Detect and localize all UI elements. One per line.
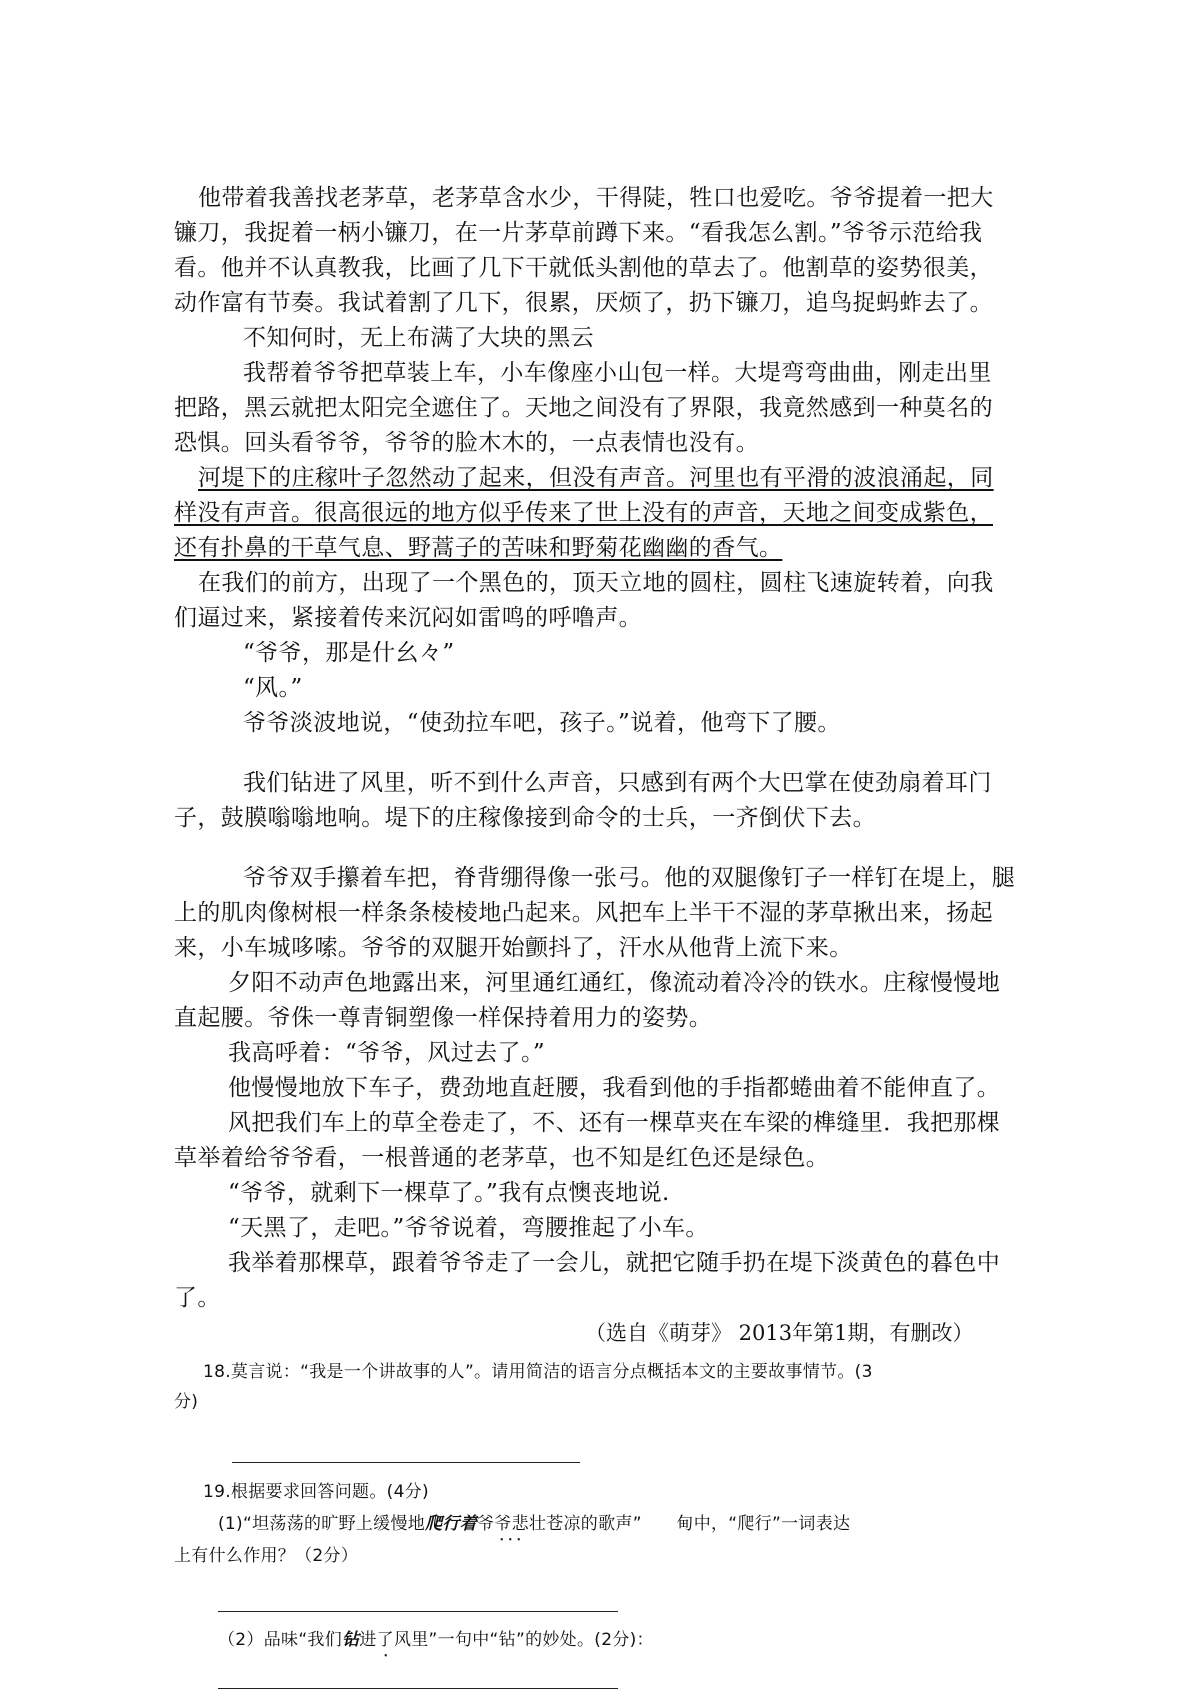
underlined-passage-line: 河堤下的庄稼叶子忽然动了起来，但没有声音。河里也有平滑的波浪涌起，同 — [198, 465, 994, 491]
underlined-passage-line: 样没有声音。很高很远的地方似乎传来了世上没有的声音，天地之间变成紫色， — [174, 500, 993, 526]
passage-line: 我举着那棵草，跟着爷爷走了一会儿，就把它随手扔在堤下淡黄色的暮色中 — [228, 1250, 1001, 1276]
emphasis-dots: ••• — [500, 1535, 526, 1546]
source-citation: （选自《萌芽》 2013年第1期，有删改） — [585, 1321, 974, 1345]
passage-line: 们逼过来，紧接着传来沉闷如雷鸣的呼噜声。 — [174, 605, 642, 631]
passage-line: “爷爷，那是什幺々” — [243, 640, 455, 666]
question-19-1 — [218, 1512, 850, 1536]
answer-line-q19-2[interactable] — [218, 1688, 618, 1689]
passage-line: 子，鼓膜嗡嗡地响。堤下的庄稼像接到命令的士兵，一齐倒伏下去。 — [174, 805, 876, 831]
passage-line: 恐惧。回头看爷爷，爷爷的脸木木的，一点表情也没有。 — [174, 430, 759, 456]
passage-line: 我帮着爷爷把草装上车，小车像座小山包一样。大堤弯弯曲曲，刚走出里 — [243, 360, 992, 386]
passage-line: “风。” — [243, 675, 303, 701]
passage-line: 上的肌肉像树根一样条条棱棱地凸起来。风把车上半干不湿的茅草揪出来，扬起 — [174, 900, 993, 926]
passage-line: 草举着给爷爷看，一根普通的老茅草，也不知是红色还是绿色。 — [174, 1145, 830, 1171]
q19-1-suffix: 爷爷悲壮苍凉的歌声” 甸中，“爬行”一词表达 — [477, 1514, 851, 1534]
passage-line: 夕阳不动声色地露出来，河里通红通红，像流动着冷冷的铁水。庄稼慢慢地 — [228, 970, 1001, 996]
passage-line: 他带着我善找老茅草，老茅草含水少，干得陡，牲口也爱吃。爷爷提着一把大 — [198, 185, 994, 211]
passage-line: 来，小车城哆嗦。爷爷的双腿开始颤抖了，汗水从他背上流下来。 — [174, 935, 853, 961]
question-18-continued: 分) — [174, 1392, 199, 1412]
passage-line: “爷爷，就剩下一棵草了。”我有点懊丧地说. — [228, 1180, 670, 1206]
answer-line-q18[interactable] — [232, 1462, 580, 1463]
passage-line: 爷爷淡波地说，“使劲拉车吧，孩子。”说着，他弯下了腰。 — [243, 710, 841, 736]
passage-line: 直起腰。爷侏一尊青铜塑像一样保持着用力的姿势。 — [174, 1005, 713, 1031]
passage-line: 风把我们车上的草全卷走了，不、还有一棵草夹在车梁的榫缝里．我把那棵 — [228, 1110, 1001, 1136]
q19-1-prefix: (1)“坦荡荡的旷野上缓慢地 — [218, 1514, 426, 1534]
passage-line: 在我们的前方，出现了一个黑色的，顶天立地的圆柱，圆柱飞速旋转着，向我 — [198, 570, 994, 596]
passage-line: 把路，黑云就把太阳完全遮住了。天地之间没有了界限，我竟然感到一种莫名的 — [174, 395, 993, 421]
passage-line: 镰刀，我捉着一柄小镰刀，在一片茅草前蹲下来。“看我怎么割。”爷爷示范给我 — [174, 220, 983, 246]
q19-1-emphasized-word: 爬行着 — [425, 1514, 477, 1534]
passage-line: 我们钻进了风里，听不到什么声音，只感到有两个大巴掌在使劲扇着耳门 — [243, 770, 992, 796]
passage-line: 爷爷双手攥着车把，脊背绷得像一张弓。他的双腿像钉子一样钉在堤上，腿 — [243, 865, 1016, 891]
passage-line: 了。 — [174, 1285, 221, 1311]
q19-2-prefix: （2）品味“我们 — [218, 1630, 343, 1650]
q19-2-suffix: 进了风里”一句中“钻”的妙处。(2分)： — [359, 1630, 654, 1650]
passage-line: 我高呼着：“爷爷，风过去了。” — [228, 1040, 546, 1066]
question-19-1-continued: 上有什么作用？（2分） — [174, 1546, 359, 1566]
underlined-passage-line: 还有扑鼻的干草气息、野蒿子的苦味和野菊花幽幽的香气。 — [174, 535, 783, 561]
answer-line-q19-1[interactable] — [218, 1611, 618, 1612]
passage-line: “天黑了，走吧。”爷爷说着，弯腰推起了小车。 — [228, 1215, 709, 1241]
question-18: 18.莫言说：“我是一个讲故事的人”。请用简洁的语言分点概括本文的主要故事情节。(3 — [203, 1362, 873, 1382]
q19-2-emphasized-word: 钻 — [342, 1630, 360, 1650]
emphasis-dot: • — [384, 1651, 393, 1662]
question-19-2 — [218, 1628, 654, 1652]
passage-line: 动作富有节奏。我试着割了几下，很累，厌烦了，扔下镰刀，追鸟捉蚂蚱去了。 — [174, 290, 993, 316]
passage-line: 看。他并不认真教我，比画了几下干就低头割他的草去了。他割草的姿势很美， — [174, 255, 993, 281]
passage-line: 他慢慢地放下车子，费劲地直赶腰，我看到他的手指都蜷曲着不能伸直了。 — [228, 1075, 1001, 1101]
question-19-title: 19.根据要求回答问题。(4分) — [203, 1482, 429, 1502]
passage-line: 不知何时，无上布满了大块的黑云 — [243, 325, 594, 351]
